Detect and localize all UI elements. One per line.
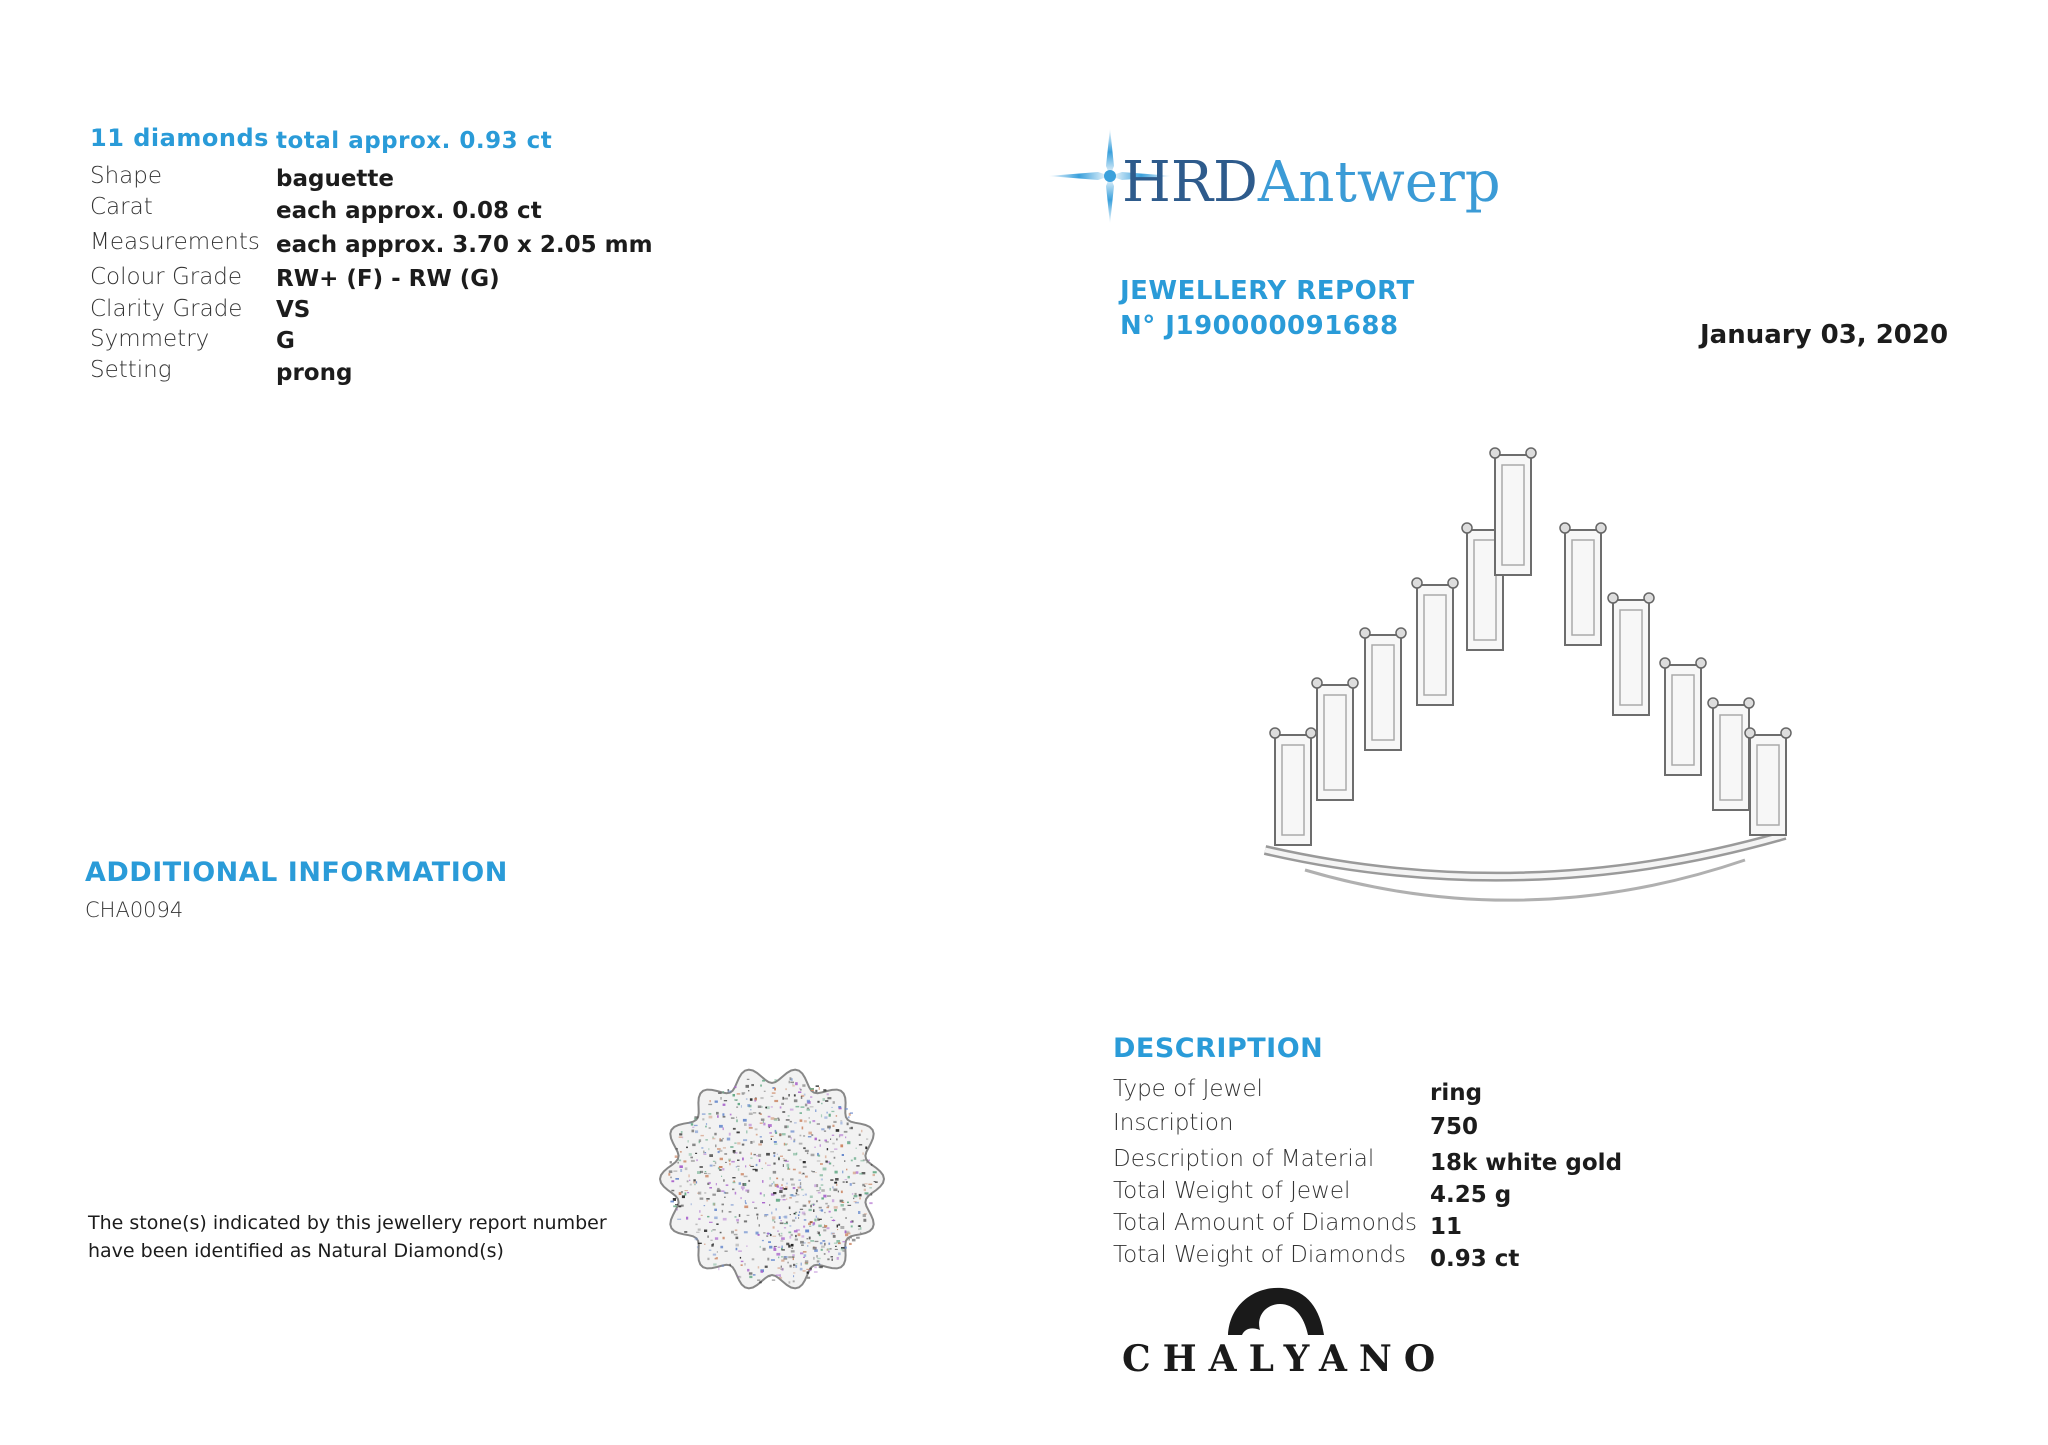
stone-label: Setting xyxy=(90,357,172,383)
report-number: N° J190000091688 xyxy=(1120,311,1399,341)
description-label: Description of Material xyxy=(1113,1146,1375,1172)
stone-label: Colour Grade xyxy=(90,264,243,290)
hologram-seal xyxy=(655,1062,890,1297)
notice-line: have been identified as Natural Diamond(s) xyxy=(88,1240,504,1262)
description-value: ring xyxy=(1430,1080,1483,1106)
stone-label: Symmetry xyxy=(90,326,210,352)
stone-value: G xyxy=(276,328,295,354)
stone-value: VS xyxy=(276,297,311,323)
stone-value: each approx. 0.08 ct xyxy=(276,198,542,224)
chalyano-logo: CHALYANO xyxy=(1122,1338,1448,1380)
stone-summary xyxy=(90,124,269,152)
diamond-count: 11 diamonds xyxy=(90,124,269,152)
stone-value: each approx. 3.70 x 2.05 mm xyxy=(276,232,653,258)
stone-label: Clarity Grade xyxy=(90,296,243,322)
additional-info-heading: ADDITIONAL INFORMATION xyxy=(85,857,508,888)
description-value: 0.93 ct xyxy=(1430,1246,1520,1272)
description-value: 4.25 g xyxy=(1430,1182,1512,1208)
natural-diamond-notice xyxy=(88,1209,607,1265)
description-heading: DESCRIPTION xyxy=(1113,1033,1324,1064)
description-value: 11 xyxy=(1430,1214,1463,1240)
description-label: Total Weight of Diamonds xyxy=(1113,1242,1406,1268)
report-title: JEWELLERY REPORT xyxy=(1120,276,1415,306)
stone-value: baguette xyxy=(276,166,395,192)
stone-label: Measurements xyxy=(90,229,260,255)
notice-line: The stone(s) indicated by this jewellery report number xyxy=(88,1212,607,1234)
stone-label: Shape xyxy=(90,163,163,189)
additional-info-code: CHA0094 xyxy=(85,898,184,922)
ring-image xyxy=(1245,440,1805,920)
stone-label: Carat xyxy=(90,194,153,220)
description-label: Total Amount of Diamonds xyxy=(1113,1210,1418,1236)
description-label: Total Weight of Jewel xyxy=(1113,1178,1351,1204)
description-label: Inscription xyxy=(1113,1110,1234,1136)
description-value: 18k white gold xyxy=(1430,1150,1623,1176)
description-value: 750 xyxy=(1430,1114,1479,1140)
hrd-logo: HRDAntwerp xyxy=(1122,150,1501,215)
stone-value: prong xyxy=(276,360,353,386)
report-date: January 03, 2020 xyxy=(1700,320,1949,350)
description-label: Type of Jewel xyxy=(1113,1076,1263,1102)
diamond-total: total approx. 0.93 ct xyxy=(276,128,553,154)
chalyano-emblem-icon xyxy=(1220,1280,1330,1340)
stone-value: RW+ (F) - RW (G) xyxy=(276,266,500,292)
